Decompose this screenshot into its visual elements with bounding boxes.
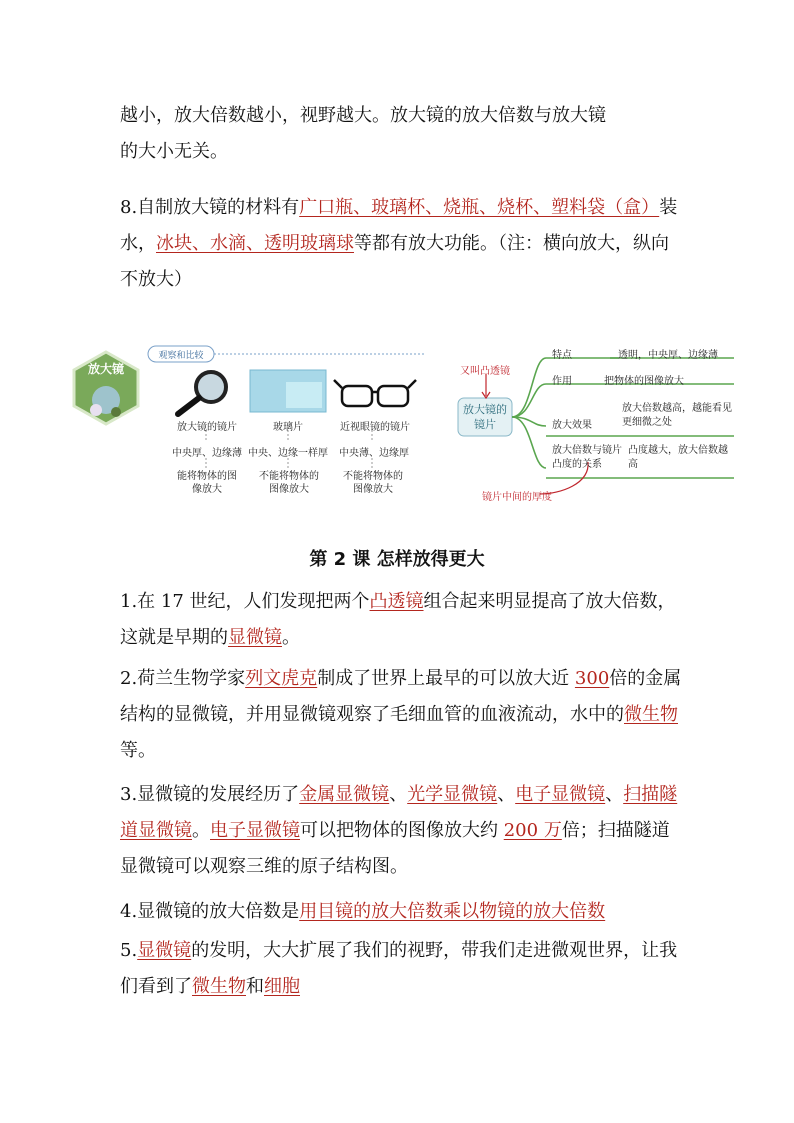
answer-cell: 细胞	[264, 976, 300, 997]
figure-observe-compare	[66, 340, 426, 510]
branch-label: 放大效果	[552, 420, 592, 431]
lesson-title: 第 2 课 怎样放得更大	[309, 549, 485, 570]
answer-microorganism-2: 微生物	[192, 976, 246, 997]
lesson-item-1: 1.在 17 世纪，人们发现把两个凸透镜组合起来明显提高了放大倍数，这就是早期的显微镜。	[120, 591, 676, 648]
answer-convex-lens: 凸透镜	[369, 591, 424, 612]
glasses-icon	[334, 380, 416, 406]
branch-text: 把物体的图像放大	[604, 376, 684, 387]
branch-label: 作用	[552, 376, 572, 387]
item-property: 中央、边缘一样厚	[248, 448, 328, 459]
answer-microscope-2: 显微镜	[137, 940, 192, 961]
lesson-item-3: 3.显微镜的发展经历了金属显微镜、光学显微镜、电子显微镜、扫描隧道显微镜。电子显微镜可以把物体的图像放大约 200 万倍；扫描隧道显微镜可以观察三维的原子结构图。	[120, 784, 678, 877]
figure-badge-label: 放大镜	[87, 362, 124, 376]
branch-text: 凸度越大，放大倍数越高	[628, 445, 728, 470]
item-result: 不能将物体的图像放大	[343, 471, 403, 495]
mindmap-magnifier-lens	[450, 344, 740, 504]
item-name: 玻璃片	[273, 422, 303, 433]
answer-microscope: 显微镜	[228, 627, 282, 648]
item-property: 中央薄、边缘厚	[339, 448, 409, 459]
answer-2-million: 200 万	[503, 820, 562, 841]
answer-electron-microscope: 电子显微镜	[515, 784, 606, 805]
answer-300: 300	[574, 668, 610, 689]
paragraph-continuation: 越小，放大倍数越小，视野越大。放大镜的放大倍数与放大镜 的大小无关。	[120, 105, 606, 162]
item-name: 近视眼镜的镜片	[340, 422, 410, 433]
answer-optical-microscope: 光学显微镜	[407, 784, 498, 805]
answer-stm: 扫描隧道显微镜	[120, 784, 678, 841]
branch-label: 放大倍数与镜片凸度的关系	[552, 445, 622, 470]
answer-metal-microscope: 金属显微镜	[299, 784, 390, 805]
answer-leeuwenhoek: 列文虎克	[245, 668, 318, 689]
answer-objects: 冰块、水滴、透明玻璃球	[156, 233, 354, 254]
mindmap-center-label: 放大镜的镜片	[463, 403, 507, 431]
lesson-item-2: 2.荷兰生物学家列文虎克制成了世界上最早的可以放大近 300倍的金属结构的显微镜，并用显微镜观察了毛细血管的血液流动，水中的微生物等。	[120, 668, 682, 761]
branch-label: 特点	[552, 350, 572, 361]
mindmap-note-top: 又叫凸透镜	[460, 366, 510, 377]
item-8: 8.自制放大镜的材料有广口瓶、玻璃杯、烧瓶、烧杯、塑料袋（盒）装水，冰块、水滴、透明玻璃球等都有放大功能。（注：横向放大，纵向不放大）	[120, 197, 678, 290]
answer-microorganism: 微生物	[624, 704, 678, 725]
branch-text: 透明，中央厚、边缘薄	[618, 350, 718, 361]
mindmap-note-bottom: 镜片中间的厚度	[482, 492, 552, 503]
item-property: 中央厚、边缘薄	[172, 448, 242, 459]
answer-magnification-formula: 用目镜的放大倍数乘以物镜的放大倍数	[299, 901, 606, 922]
lesson-item-5: 5.显微镜的发明，大大扩展了我们的视野，带我们走进微观世界，让我们看到了微生物和细胞	[120, 940, 678, 997]
item-result: 能将物体的图像放大	[177, 471, 237, 495]
lesson-item-4: 4.显微镜的放大倍数是用目镜的放大倍数乘以物镜的放大倍数	[120, 901, 606, 922]
figure-tag-label: 观察和比较	[158, 351, 204, 361]
answer-electron-microscope-2: 电子显微镜	[210, 820, 300, 841]
item-name: 放大镜的镜片	[177, 422, 237, 433]
item-result: 不能将物体的图像放大	[259, 471, 319, 495]
branch-text: 放大倍数越高，越能看见更细微之处	[622, 403, 732, 428]
answer-materials: 广口瓶、玻璃杯、烧瓶、烧杯、塑料袋（盒）	[299, 197, 660, 218]
